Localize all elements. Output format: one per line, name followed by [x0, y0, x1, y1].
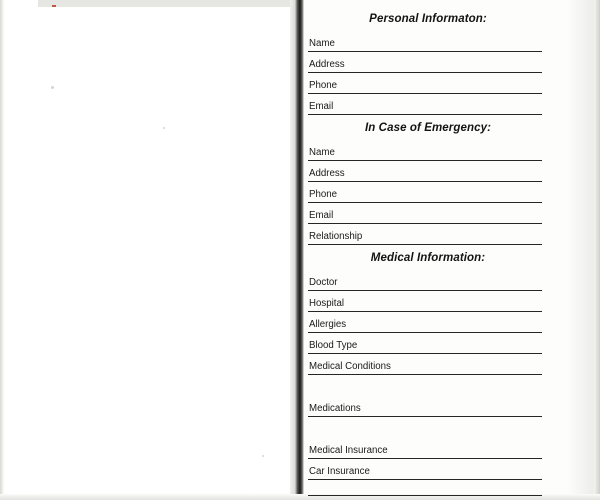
- form-page: [304, 0, 552, 500]
- blank-rule-line[interactable]: [308, 416, 542, 417]
- field-label: Blood Type: [309, 340, 358, 351]
- blank-rule-line[interactable]: [308, 374, 542, 375]
- field-car-insurance[interactable]: [308, 458, 542, 480]
- field-personal-address[interactable]: [308, 51, 542, 73]
- section-title-emergency: In Case of Emergency:: [364, 122, 492, 134]
- scan-speck: [51, 86, 54, 89]
- field-label: Phone: [309, 80, 338, 91]
- field-label: Address: [309, 59, 345, 70]
- field-label: Hospital: [309, 298, 344, 309]
- field-personal-email[interactable]: [308, 93, 542, 115]
- field-personal-name[interactable]: [308, 30, 542, 52]
- field-label: Allergies: [309, 319, 347, 330]
- left-blank-page: [38, 7, 291, 493]
- top-scan-shadow: [38, 0, 290, 7]
- scan-speck: [262, 455, 264, 457]
- field-medical-conditions[interactable]: [308, 353, 542, 375]
- field-label: Medical Insurance: [309, 445, 388, 456]
- field-label: Car Insurance: [309, 466, 370, 477]
- field-label: Phone: [309, 189, 338, 200]
- scan-speck: [163, 127, 165, 129]
- right-scan-shadow: [594, 0, 600, 500]
- field-label: Name: [309, 38, 335, 49]
- field-medical-blood-type[interactable]: [308, 332, 542, 354]
- field-medical-hospital[interactable]: [308, 290, 542, 312]
- field-medical-insurance[interactable]: [308, 437, 542, 459]
- left-scan-shadow: [0, 0, 4, 500]
- blank-rule-line[interactable]: [308, 479, 542, 480]
- field-label: Email: [309, 101, 334, 112]
- section-title-medical: Medical Information:: [370, 252, 486, 264]
- field-emergency-address[interactable]: [308, 160, 542, 182]
- field-label: Medical Conditions: [309, 361, 391, 372]
- right-page-edge: [552, 0, 600, 500]
- field-emergency-relationship[interactable]: [308, 223, 542, 245]
- field-medical-allergies[interactable]: [308, 311, 542, 333]
- field-medical-medications[interactable]: [308, 395, 542, 417]
- field-label: Doctor: [309, 277, 338, 288]
- field-label: Email: [309, 210, 334, 221]
- field-emergency-name[interactable]: [308, 139, 542, 161]
- section-title-personal: Personal Informaton:: [369, 13, 487, 25]
- field-label: Address: [309, 168, 345, 179]
- blank-rule-line[interactable]: [308, 495, 542, 496]
- field-label: Relationship: [309, 231, 363, 242]
- field-emergency-phone[interactable]: [308, 181, 542, 203]
- field-medical-doctor[interactable]: [308, 269, 542, 291]
- field-personal-phone[interactable]: [308, 72, 542, 94]
- field-label: Medications: [309, 403, 361, 414]
- book-spine-gutter: [290, 0, 304, 500]
- field-label: Name: [309, 147, 335, 158]
- page-left-margin: [0, 0, 38, 500]
- field-emergency-email[interactable]: [308, 202, 542, 224]
